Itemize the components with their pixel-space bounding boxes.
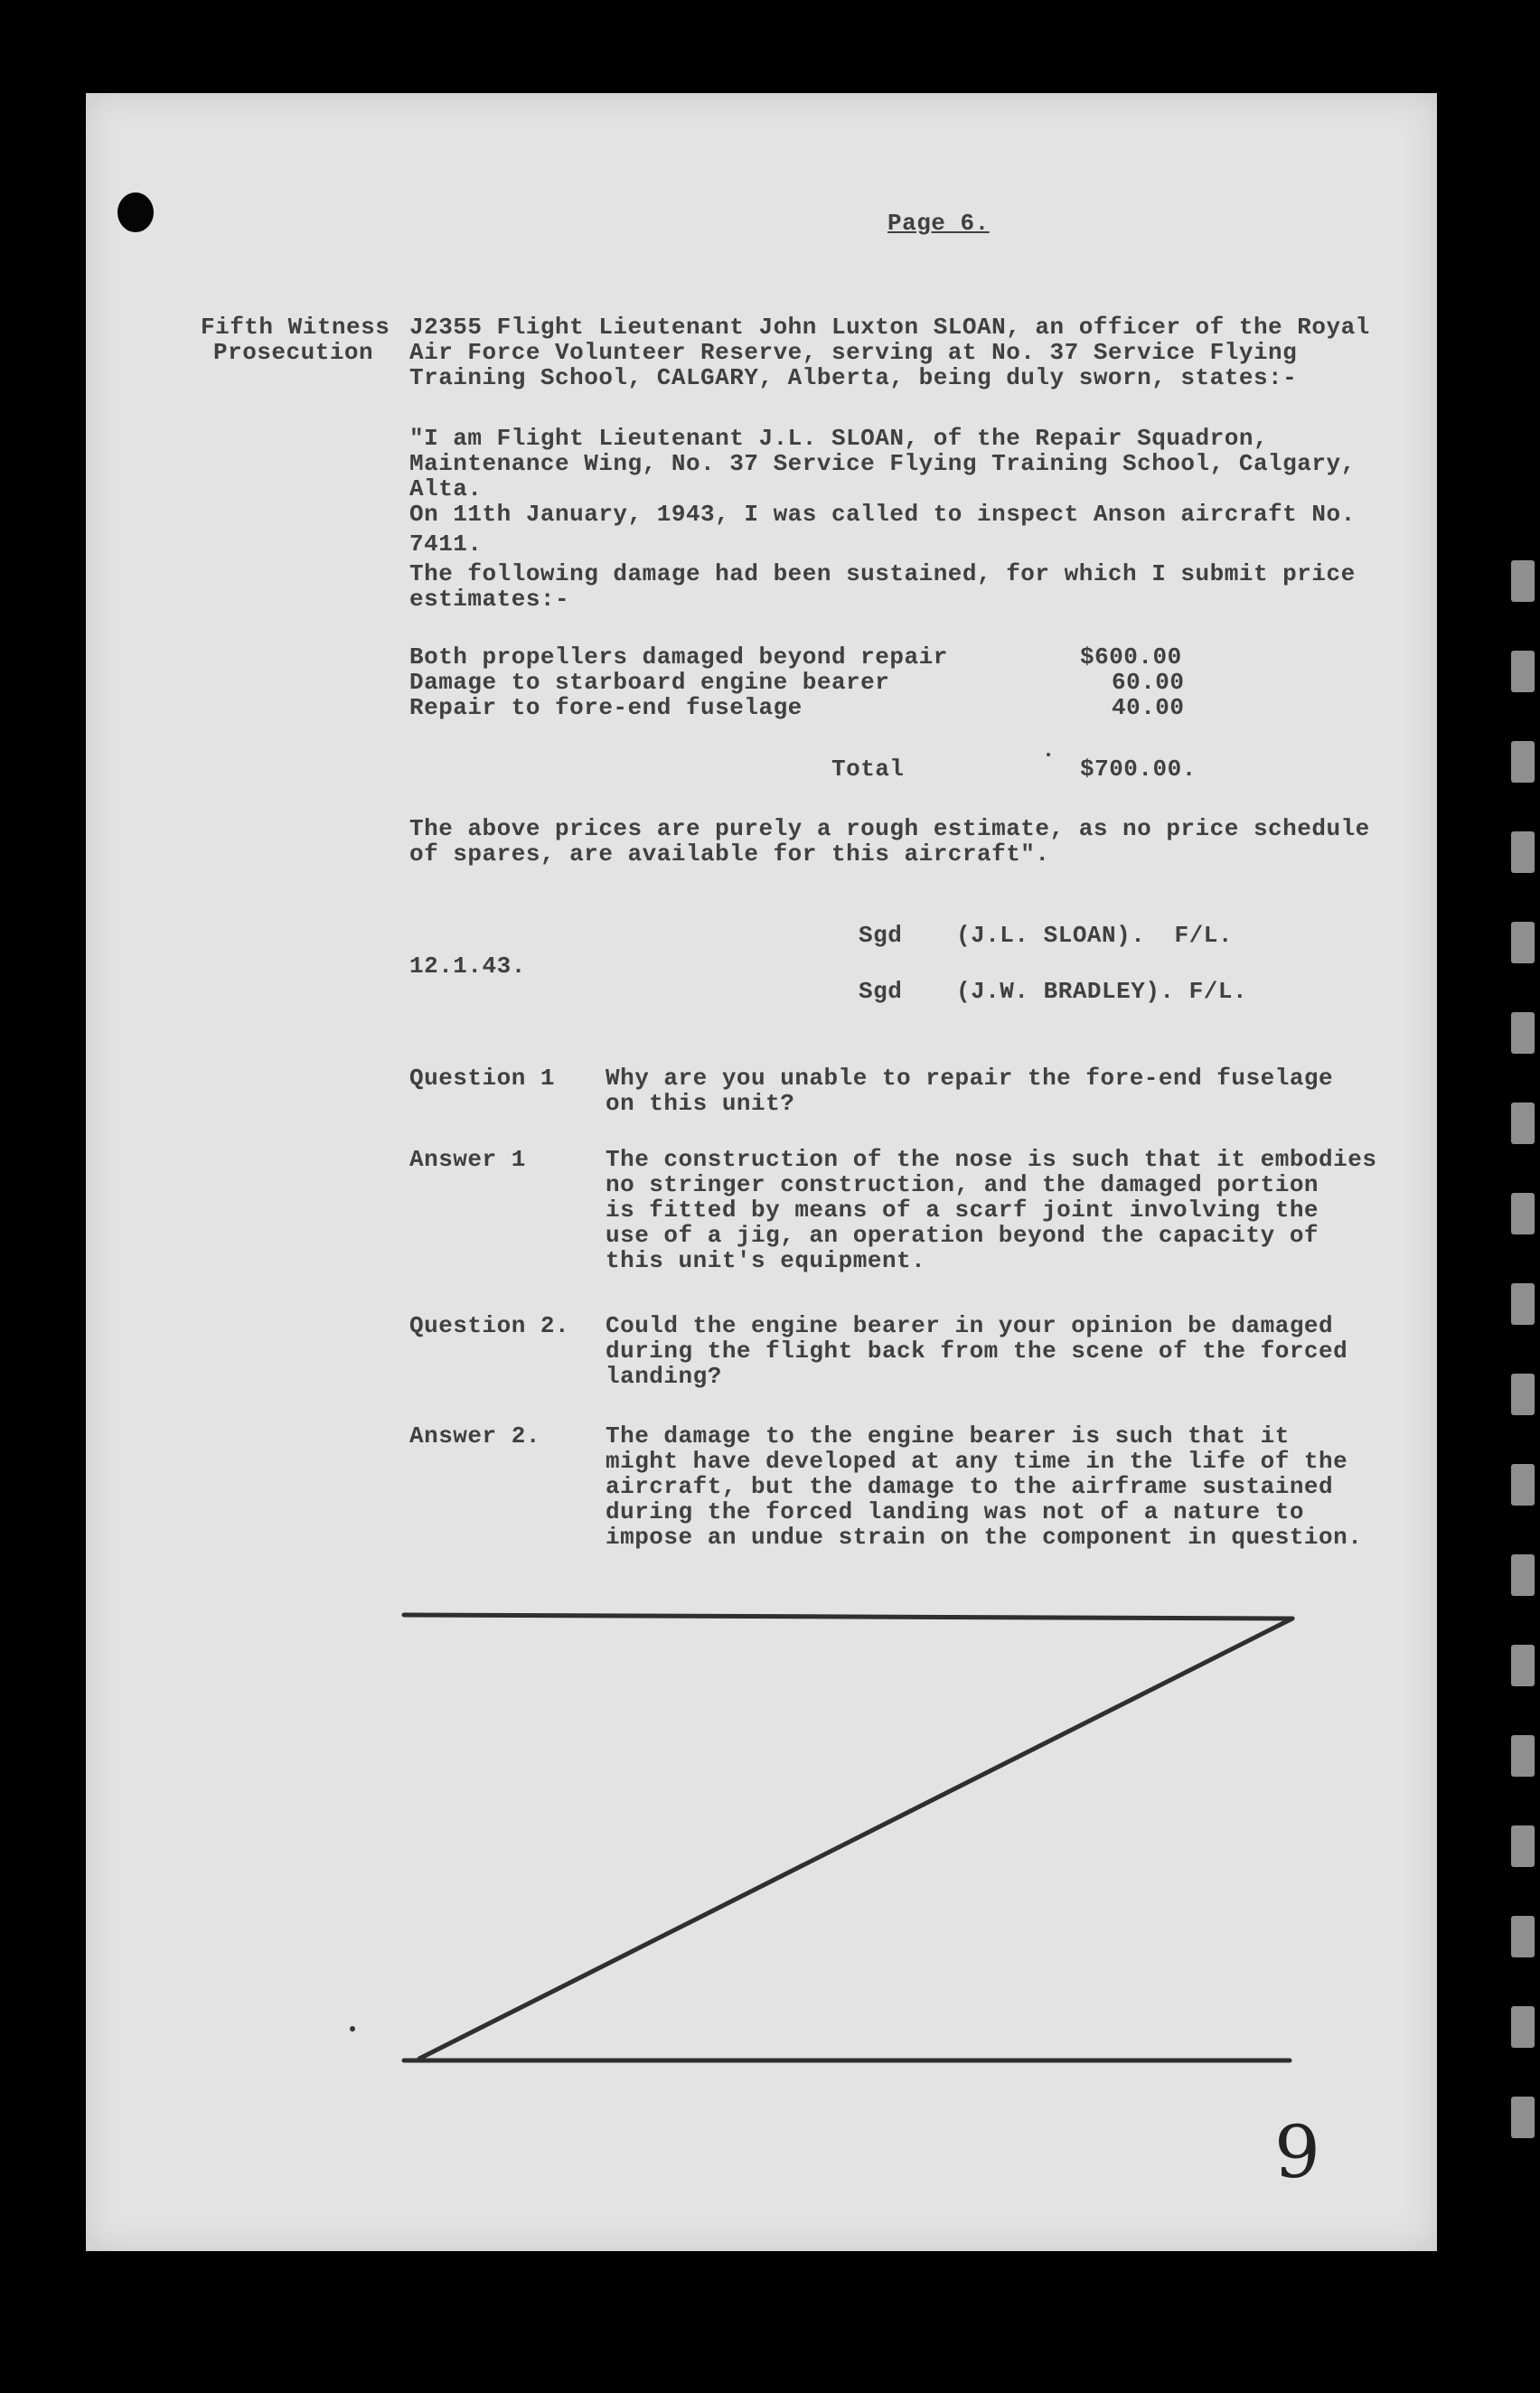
ink-speck [1047, 753, 1050, 756]
answer-text: no stringer construction, and the damaged portion [606, 1171, 1319, 1198]
question-label: Question 2. [409, 1312, 570, 1339]
statement-line: 7411. [409, 530, 483, 558]
answer-label: Answer 1 [409, 1146, 526, 1173]
estimate-item-amount: 60.00 [1112, 669, 1185, 696]
answer-label: Answer 2. [409, 1422, 540, 1450]
z-top-line [404, 1615, 1292, 1619]
statement-line: Alta. [409, 475, 483, 502]
signature-name: (J.W. BRADLEY). F/L. [956, 978, 1248, 1005]
handwritten-folio-number: 9 [1274, 2110, 1320, 2194]
answer-text: might have developed at any time in the life of the [606, 1448, 1348, 1475]
closing-line: of spares, are available for this aircraft". [409, 840, 1050, 868]
total-label: Total [831, 755, 905, 783]
question-label: Question 1 [409, 1065, 556, 1092]
answer-text: aircraft, but the damage to the airframe sustained [606, 1473, 1334, 1500]
question-text: on this unit? [606, 1090, 795, 1117]
estimate-item-amount: $600.00 [1080, 643, 1182, 671]
z-diagonal-line [419, 1619, 1292, 2059]
intro-line: J2355 Flight Lieutenant John Luxton SLOAN, an officer of the Royal [409, 314, 1370, 341]
answer-text: The construction of the nose is such that it embodies [606, 1146, 1377, 1173]
estimate-item-label: Both propellers damaged beyond repair [409, 643, 948, 671]
estimate-item-label: Damage to starboard engine bearer [409, 669, 890, 696]
question-text: Why are you unable to repair the fore-end fuselage [606, 1065, 1334, 1092]
total-amount: $700.00. [1080, 755, 1197, 783]
signature-prefix: Sgd [859, 922, 903, 949]
statement-line: On 11th January, 1943, I was called to inspect Anson aircraft No. [409, 501, 1356, 528]
answer-text: impose an undue strain on the component in question. [606, 1524, 1363, 1551]
statement-line: The following damage had been sustained, for which I submit price [409, 560, 1356, 587]
statement-line: estimates:- [409, 586, 570, 613]
page-label: Page 6. [887, 210, 990, 237]
answer-text: this unit's equipment. [606, 1247, 926, 1274]
answer-text: during the forced landing was not of a nature to [606, 1498, 1304, 1525]
statement-line: Maintenance Wing, No. 37 Service Flying Training School, Calgary, [409, 450, 1356, 477]
signature-prefix: Sgd [859, 978, 903, 1005]
signature-name: (J.L. SLOAN). F/L. [956, 922, 1233, 949]
signature-date: 12.1.43. [409, 953, 526, 980]
side-label-fifth-witness: Fifth Witness [201, 314, 390, 341]
question-text: landing? [606, 1363, 722, 1390]
estimate-item-amount: 40.00 [1112, 694, 1185, 721]
closing-line: The above prices are purely a rough estimate, as no price schedule [409, 815, 1370, 842]
side-label-prosecution: Prosecution [213, 339, 374, 366]
question-text: Could the engine bearer in your opinion be damaged [606, 1312, 1334, 1339]
intro-line: Training School, CALGARY, Alberta, being duly sworn, states:- [409, 364, 1298, 391]
ink-speck [350, 2026, 355, 2032]
question-text: during the flight back from the scene of the forced [606, 1337, 1348, 1365]
answer-text: The damage to the engine bearer is such that it [606, 1422, 1290, 1450]
answer-text: is fitted by means of a scarf joint involving the [606, 1196, 1319, 1224]
estimate-item-label: Repair to fore-end fuselage [409, 694, 803, 721]
intro-line: Air Force Volunteer Reserve, serving at No. 37 Service Flying [409, 339, 1298, 366]
answer-text: use of a jig, an operation beyond the capacity of [606, 1222, 1319, 1249]
statement-line: "I am Flight Lieutenant J.L. SLOAN, of the Repair Squadron, [409, 425, 1269, 452]
